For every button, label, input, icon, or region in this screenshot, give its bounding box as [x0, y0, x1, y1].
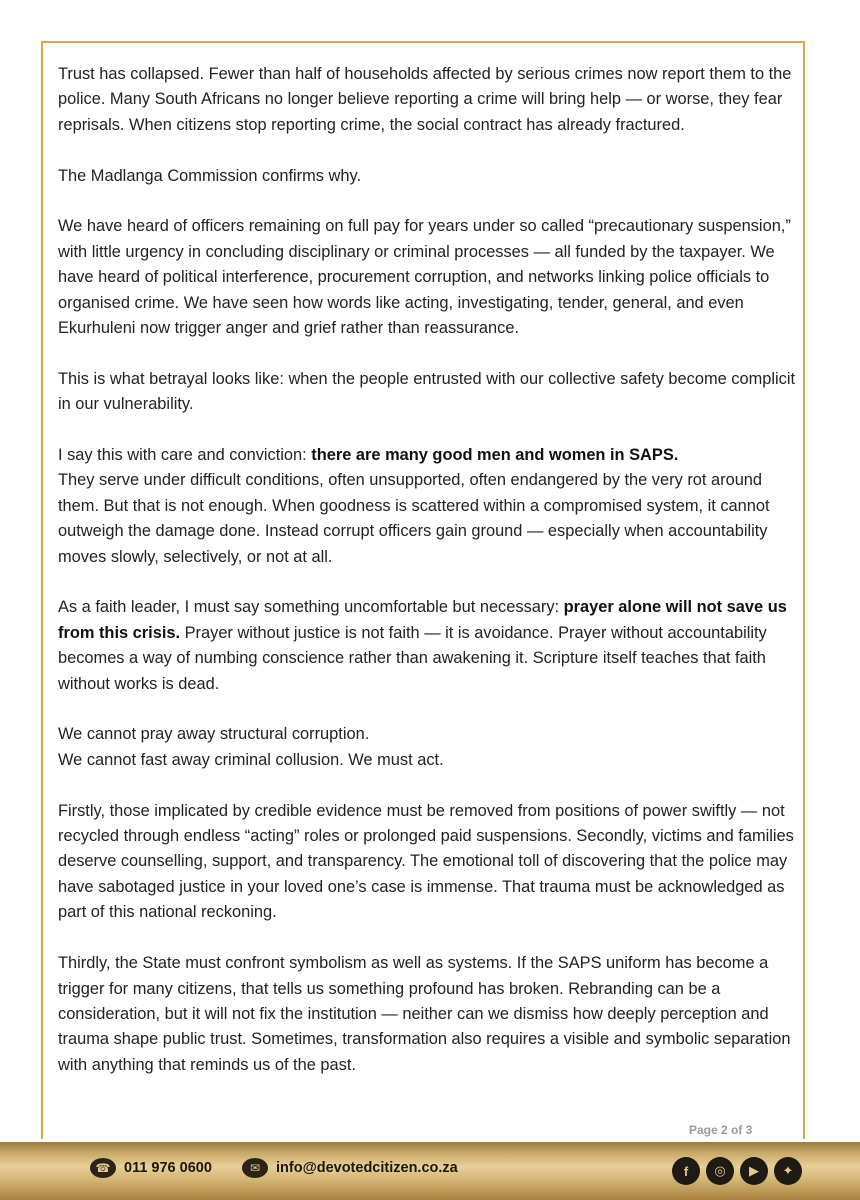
bold-emphasis: there are many good men and women in SAPS. [311, 446, 679, 465]
phone-contact[interactable] [90, 1158, 212, 1178]
envelope-icon: ✉ [242, 1158, 268, 1178]
paragraph: As a faith leader, I must say something uncomfortable but necessary: prayer alone will not save us from this crisis. Prayer without justice is not faith — it is avoidance. Prayer without accountability becomes a way of numbing conscience rather than awakening it. Scripture itself teaches that faith without works is dead. [58, 598, 787, 693]
social-links [672, 1157, 802, 1185]
bold-emphasis: prayer alone will not save us from this crisis. [58, 598, 787, 642]
page-indicator: Page 2 of 3 [689, 1123, 753, 1137]
youtube-icon[interactable]: ▶ [740, 1157, 768, 1185]
paragraph: Firstly, those implicated by credible evidence must be removed from positions of power swiftly — not recycled through endless “acting” roles or prolonged paid suspensions. Secondly, victims and families deserve counselling, support, and transparency. The emotional toll of discovering that the police may have sabotaged justice in your loved one’s case is immense. That trauma must be acknowledged as part of this national reckoning. [58, 801, 794, 922]
footer-bar [0, 1142, 860, 1200]
facebook-icon[interactable]: f [672, 1157, 700, 1185]
phone-icon: ☎ [90, 1158, 116, 1178]
paragraph: This is what betrayal looks like: when the people entrusted with our collective safety become complicit in our vulnerability. [58, 369, 796, 414]
paragraph: We cannot pray away structural corruption. We cannot fast away criminal collusion. We must act. [58, 725, 444, 769]
email-contact[interactable] [242, 1158, 458, 1178]
phone-number: 011 976 0600 [124, 1160, 212, 1176]
twitter-icon[interactable]: ✦ [774, 1157, 802, 1185]
email-address: info@devotedcitizen.co.za [276, 1160, 458, 1176]
paragraph: Thirdly, the State must confront symbolism as well as systems. If the SAPS uniform has become a trigger for many citizens, that tells us something profound has broken. Rebranding can be a consideration, but it will not fix the institution — neither can we dismiss how deeply perception and trauma shape public trust. Sometimes, transformation also requires a visible and symbolic separation with anything that reminds us of the past. [58, 954, 791, 1074]
paragraph: The Madlanga Commission confirms why. [58, 166, 362, 185]
paragraph: Trust has collapsed. Fewer than half of households affected by serious crimes now report them to the police. Many South Africans no longer believe reporting a crime will bring help — or worse, they fear reprisals. When citizens stop reporting crime, the social contract has already fractured. [58, 65, 792, 134]
article-body [58, 62, 803, 1104]
paragraph: We have heard of officers remaining on full pay for years under so called “precautionary suspension,” with little urgency in concluding disciplinary or criminal processes — all funded by the taxpayer. We have heard of political interference, procurement corruption, and networks linking police officials to organised crime. We have seen how words like acting, investigating, tender, general, and even Ekurhuleni now trigger anger and grief rather than reassurance. [58, 217, 791, 338]
paragraph: I say this with care and conviction: there are many good men and women in SAPS. They serve under difficult conditions, often unsupported, often endangered by the very rot around them. But that is not enough. When goodness is scattered within a compromised system, it cannot outweigh the damage done. Instead corrupt officers gain ground — especially when accountability moves slowly, selectively, or not at all. [58, 446, 770, 566]
instagram-icon[interactable]: ◎ [706, 1157, 734, 1185]
